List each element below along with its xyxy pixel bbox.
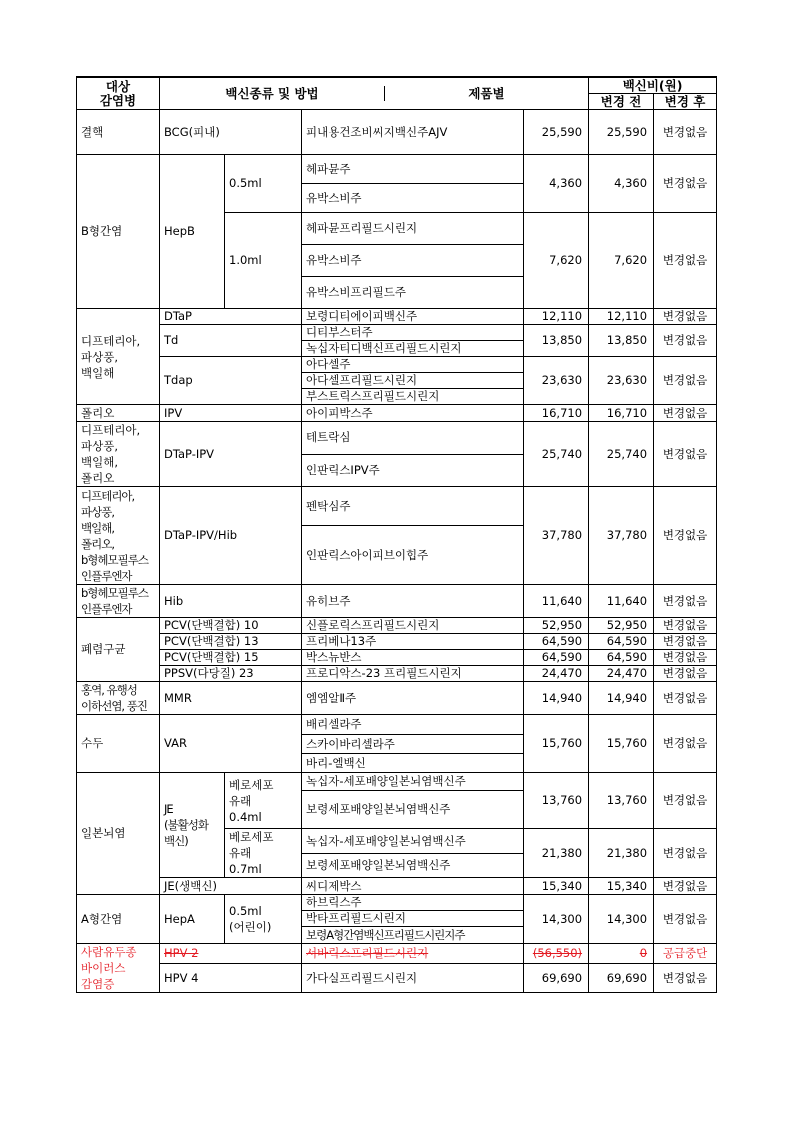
disease-cell: 디프테리아, 파상풍, 백일해, 폴리오, b형헤모필루스 인플루엔자 bbox=[77, 487, 160, 585]
header-product-label: 제품별 bbox=[384, 86, 588, 101]
price-before-cell: 12,110 bbox=[524, 309, 589, 325]
note-cell: 변경없음 bbox=[654, 213, 717, 309]
note-cell: 변경없음 bbox=[654, 309, 717, 325]
product-cell: 유박스비주 bbox=[302, 184, 524, 213]
table-row bbox=[77, 666, 717, 682]
disease-cell: b형헤모필루스 인플루엔자 bbox=[77, 585, 160, 618]
table-row bbox=[77, 682, 717, 715]
product-cell: 배리셀라주 bbox=[302, 715, 524, 735]
note-cell: 변경없음 bbox=[654, 585, 717, 618]
product-cell: 스카이바리셀라주 bbox=[302, 735, 524, 754]
vaccine-type-cell: HPV 2 bbox=[160, 944, 302, 964]
price-before-cell: 64,590 bbox=[524, 634, 589, 650]
header-vaccine-type-label: 백신종류 및 방법 bbox=[225, 86, 319, 101]
price-after-cell: 16,710 bbox=[589, 405, 654, 422]
header-before: 변경 전 bbox=[589, 94, 654, 110]
vaccine-type-cell: MMR bbox=[160, 682, 302, 715]
table-row bbox=[77, 964, 717, 993]
product-cell: 신플로릭스프리필드시린지 bbox=[302, 618, 524, 634]
price-after-cell: 64,590 bbox=[589, 634, 654, 650]
product-cell: 디티부스터주 bbox=[302, 325, 524, 341]
disease-cell: 폐렴구균 bbox=[77, 618, 160, 682]
vaccine-type-cell: PCV(단백결합) 10 bbox=[160, 618, 302, 634]
product-cell: 아다셀주 bbox=[302, 357, 524, 373]
price-after-cell: 7,620 bbox=[589, 213, 654, 309]
product-cell: 박타프리필드시린지 bbox=[302, 911, 524, 927]
product-cell: 보령세포배양일본뇌염백신주 bbox=[302, 791, 524, 829]
product-cell: 아다셀프리필드시린지 bbox=[302, 373, 524, 389]
dose-cell: 0.5ml (어린이) bbox=[225, 895, 302, 944]
product-cell: 펜탁심주 bbox=[302, 487, 524, 526]
product-cell: 프로디악스-23 프리필드시린지 bbox=[302, 666, 524, 682]
price-before-cell: 69,690 bbox=[524, 964, 589, 993]
product-cell: 하브릭스주 bbox=[302, 895, 524, 911]
note-cell: 변경없음 bbox=[654, 325, 717, 357]
price-before-cell: 23,630 bbox=[524, 357, 589, 405]
product-cell: 가다실프리필드시린지 bbox=[302, 964, 524, 993]
dose-cell: 0.5ml bbox=[225, 155, 302, 213]
price-after-cell: 15,340 bbox=[589, 878, 654, 895]
header-vaccine-type bbox=[160, 77, 589, 110]
table-row bbox=[77, 309, 717, 325]
price-before-cell: 25,740 bbox=[524, 422, 589, 487]
table-row bbox=[77, 155, 717, 184]
note-cell: 변경없음 bbox=[654, 357, 717, 405]
price-after-cell: 13,850 bbox=[589, 325, 654, 357]
table-row bbox=[77, 357, 717, 373]
product-cell: 녹십자-세포배양일본뇌염백신주 bbox=[302, 829, 524, 854]
price-before-cell: 16,710 bbox=[524, 405, 589, 422]
disease-cell: 수두 bbox=[77, 715, 160, 773]
product-cell: 유히브주 bbox=[302, 585, 524, 618]
price-after-cell: 52,950 bbox=[589, 618, 654, 634]
product-cell: 씨디제박스 bbox=[302, 878, 524, 895]
note-cell: 변경없음 bbox=[654, 110, 717, 155]
disease-cell: B형간염 bbox=[77, 155, 160, 309]
price-before-cell: 4,360 bbox=[524, 155, 589, 213]
product-cell: 헤파뮨주 bbox=[302, 155, 524, 184]
price-after-cell: 23,630 bbox=[589, 357, 654, 405]
note-cell: 변경없음 bbox=[654, 618, 717, 634]
header-disease: 대상 감염병 bbox=[77, 77, 160, 110]
table-row bbox=[77, 585, 717, 618]
price-before-cell: 15,760 bbox=[524, 715, 589, 773]
table-row bbox=[77, 405, 717, 422]
table-row bbox=[77, 325, 717, 341]
disease-cell: A형간염 bbox=[77, 895, 160, 944]
vaccine-type-cell: PCV(단백결합) 15 bbox=[160, 650, 302, 666]
price-after-cell: 11,640 bbox=[589, 585, 654, 618]
price-after-cell: 0 bbox=[589, 944, 654, 964]
vaccine-type-cell: DTaP-IPV/Hib bbox=[160, 487, 302, 585]
vaccine-type-cell: Hib bbox=[160, 585, 302, 618]
product-cell: 유박스비프리필드주 bbox=[302, 277, 524, 309]
note-cell: 변경없음 bbox=[654, 715, 717, 773]
note-cell: 변경없음 bbox=[654, 878, 717, 895]
product-cell: 인판릭스아이피브이힙주 bbox=[302, 526, 524, 585]
table-row bbox=[77, 895, 717, 911]
product-cell: 피내용건조비씨지백신주AJV bbox=[302, 110, 524, 155]
disease-cell: 디프테리아, 파상풍, 백일해, 폴리오 bbox=[77, 422, 160, 487]
table-row bbox=[77, 634, 717, 650]
price-after-cell: 25,740 bbox=[589, 422, 654, 487]
note-cell: 변경없음 bbox=[654, 773, 717, 829]
vaccine-type-cell: JE(생백신) bbox=[160, 878, 302, 895]
vaccine-type-cell: JE (불활성화 백신) bbox=[160, 773, 225, 878]
price-after-cell: 24,470 bbox=[589, 666, 654, 682]
product-cell: 박스뉴반스 bbox=[302, 650, 524, 666]
product-cell: 부스트릭스프리필드시린지 bbox=[302, 389, 524, 405]
product-cell: 녹십자-세포배양일본뇌염백신주 bbox=[302, 773, 524, 791]
price-before-cell: (56,550) bbox=[524, 944, 589, 964]
product-cell: 인판릭스IPV주 bbox=[302, 454, 524, 487]
sub-type-cell: 베로세포 유래 0.4ml bbox=[225, 773, 302, 829]
price-after-cell: 14,300 bbox=[589, 895, 654, 944]
note-cell: 변경없음 bbox=[654, 487, 717, 585]
dose-cell: 1.0ml bbox=[225, 213, 302, 309]
vaccine-type-cell: HPV 4 bbox=[160, 964, 302, 993]
product-cell: 보령디티에이피백신주 bbox=[302, 309, 524, 325]
vaccine-type-cell: DTaP bbox=[160, 309, 302, 325]
vaccine-type-cell: HepA bbox=[160, 895, 225, 944]
price-before-cell: 15,340 bbox=[524, 878, 589, 895]
price-after-cell: 4,360 bbox=[589, 155, 654, 213]
price-before-cell: 13,850 bbox=[524, 325, 589, 357]
price-after-cell: 21,380 bbox=[589, 829, 654, 878]
vaccine-type-cell: DTaP-IPV bbox=[160, 422, 302, 487]
table-row bbox=[77, 715, 717, 735]
note-cell: 변경없음 bbox=[654, 650, 717, 666]
vaccine-type-cell: VAR bbox=[160, 715, 302, 773]
vaccine-type-cell: PCV(단백결합) 13 bbox=[160, 634, 302, 650]
note-cell: 변경없음 bbox=[654, 405, 717, 422]
product-cell: 엠엠알Ⅱ주 bbox=[302, 682, 524, 715]
product-cell: 아이피박스주 bbox=[302, 405, 524, 422]
table-row bbox=[77, 773, 717, 791]
header-after: 변경 후 bbox=[654, 94, 717, 110]
product-cell: 바리-엘백신 bbox=[302, 754, 524, 773]
price-before-cell: 14,940 bbox=[524, 682, 589, 715]
vaccine-type-cell: IPV bbox=[160, 405, 302, 422]
note-cell: 변경없음 bbox=[654, 155, 717, 213]
price-after-cell: 12,110 bbox=[589, 309, 654, 325]
table-row bbox=[77, 944, 717, 964]
note-cell: 변경없음 bbox=[654, 634, 717, 650]
note-cell: 변경없음 bbox=[654, 666, 717, 682]
disease-cell: 디프테리아, 파상풍, 백일해 bbox=[77, 309, 160, 405]
price-before-cell: 64,590 bbox=[524, 650, 589, 666]
price-before-cell: 37,780 bbox=[524, 487, 589, 585]
vaccine-type-cell: BCG(피내) bbox=[160, 110, 302, 155]
product-cell: 서바릭스프리필드시린지 bbox=[302, 944, 524, 964]
table-row bbox=[77, 487, 717, 526]
vaccine-type-cell: HepB bbox=[160, 155, 225, 309]
table-row bbox=[77, 878, 717, 895]
price-after-cell: 15,760 bbox=[589, 715, 654, 773]
price-before-cell: 11,640 bbox=[524, 585, 589, 618]
price-after-cell: 64,590 bbox=[589, 650, 654, 666]
product-cell: 프리베나13주 bbox=[302, 634, 524, 650]
table-row bbox=[77, 650, 717, 666]
header-price: 백신비(원) bbox=[589, 77, 717, 94]
disease-cell: 홍역, 유행성 이하선염, 풍진 bbox=[77, 682, 160, 715]
price-before-cell: 7,620 bbox=[524, 213, 589, 309]
product-cell: 보령세포배양일본뇌염백신주 bbox=[302, 854, 524, 878]
price-before-cell: 13,760 bbox=[524, 773, 589, 829]
price-after-cell: 14,940 bbox=[589, 682, 654, 715]
vaccine-price-table bbox=[76, 76, 717, 993]
table-row bbox=[77, 422, 717, 455]
table-row bbox=[77, 618, 717, 634]
price-before-cell: 24,470 bbox=[524, 666, 589, 682]
note-cell: 공급중단 bbox=[654, 944, 717, 964]
price-after-cell: 25,590 bbox=[589, 110, 654, 155]
disease-cell: 폴리오 bbox=[77, 405, 160, 422]
product-cell: 보령A형간염백신프리필드시린지주 bbox=[302, 927, 524, 944]
disease-cell: 일본뇌염 bbox=[77, 773, 160, 895]
price-before-cell: 14,300 bbox=[524, 895, 589, 944]
product-cell: 테트락심 bbox=[302, 422, 524, 455]
note-cell: 변경없음 bbox=[654, 895, 717, 944]
vaccine-type-cell: Tdap bbox=[160, 357, 302, 405]
product-cell: 녹십자티디백신프리필드시린지 bbox=[302, 341, 524, 357]
note-cell: 변경없음 bbox=[654, 829, 717, 878]
vaccine-type-cell: PPSV(다당질) 23 bbox=[160, 666, 302, 682]
disease-cell: 결핵 bbox=[77, 110, 160, 155]
disease-cell: 사람유두종 바이러스 감염증 bbox=[77, 944, 160, 993]
price-before-cell: 21,380 bbox=[524, 829, 589, 878]
price-after-cell: 37,780 bbox=[589, 487, 654, 585]
note-cell: 변경없음 bbox=[654, 422, 717, 487]
product-cell: 헤파뮨프리필드시린지 bbox=[302, 213, 524, 245]
table-row bbox=[77, 110, 717, 155]
price-before-cell: 52,950 bbox=[524, 618, 589, 634]
vaccine-type-cell: Td bbox=[160, 325, 302, 357]
price-after-cell: 69,690 bbox=[589, 964, 654, 993]
note-cell: 변경없음 bbox=[654, 682, 717, 715]
note-cell: 변경없음 bbox=[654, 964, 717, 993]
sub-type-cell: 베로세포 유래 0.7ml bbox=[225, 829, 302, 878]
price-after-cell: 13,760 bbox=[589, 773, 654, 829]
product-cell: 유박스비주 bbox=[302, 245, 524, 277]
price-before-cell: 25,590 bbox=[524, 110, 589, 155]
